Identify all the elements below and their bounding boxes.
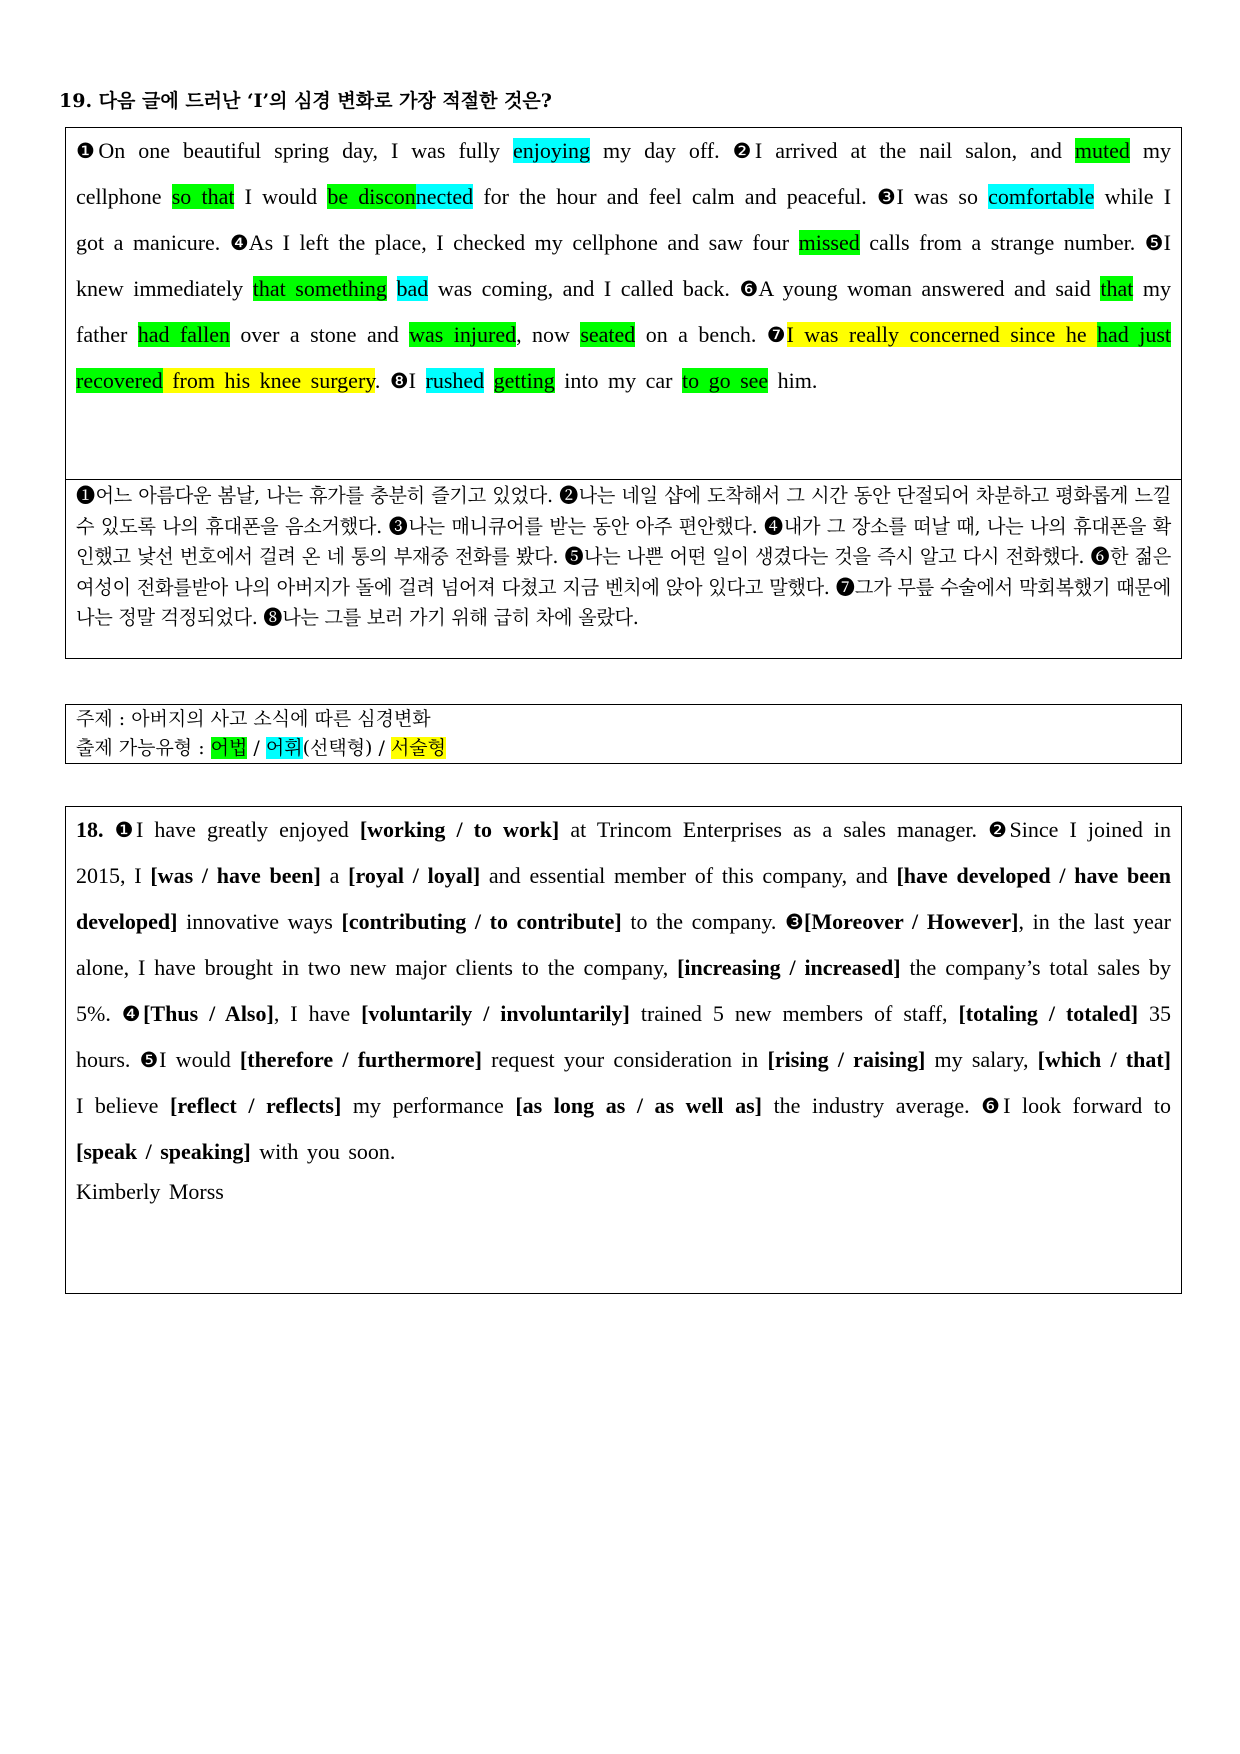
passage-text: a	[320, 863, 349, 888]
highlighted-phrase: had just recovered	[76, 322, 1172, 393]
passage-text: calls from a strange number.	[859, 230, 1145, 255]
passage-text: my salary,	[925, 1047, 1038, 1072]
passage-text: .	[374, 368, 390, 393]
passage-text: at Trincom Enterprises as a sales manager.	[559, 817, 989, 842]
signature: Kimberly Morss	[76, 1179, 224, 1204]
passage-text: him.	[768, 368, 818, 393]
question-types-line	[76, 734, 1171, 763]
passage-text: to the company.	[621, 909, 786, 934]
passage-text: I knew immediately	[76, 230, 1171, 301]
choice-bracket: [voluntarily / involuntarily]	[361, 1001, 630, 1026]
choice-bracket: [which / that]	[1037, 1047, 1171, 1072]
choice-bracket: [increasing / increased]	[677, 955, 901, 980]
question-types-prefix: 출제 가능유형 :	[76, 737, 211, 759]
passage-text: As I left the place, I checked my cellphone and saw four	[248, 230, 799, 255]
highlighted-phrase: so that	[171, 184, 235, 209]
passage-text: was coming, and I called back.	[428, 276, 740, 301]
choice-bracket: [rising / raising]	[767, 1047, 926, 1072]
question-19-passage	[65, 127, 1182, 480]
passage-text: my performance	[341, 1093, 516, 1118]
type-vocabulary: 어휘	[265, 737, 303, 759]
highlighted-phrase: comfortable	[988, 184, 1095, 209]
sentence-number: ❷	[732, 139, 755, 163]
choice-bracket: [therefore / furthermore]	[239, 1047, 482, 1072]
type-separator: /	[372, 737, 391, 759]
passage-text: 35 hours.	[76, 1001, 1172, 1072]
topic-line: 주제 : 아버지의 사고 소식에 따른 심경변화	[76, 708, 431, 730]
choice-bracket: [totaling / totaled]	[958, 1001, 1139, 1026]
sentence-number: ❻	[981, 1094, 1004, 1118]
choice-bracket: [working / to work]	[359, 817, 560, 842]
passage-text: I believe	[76, 1093, 170, 1118]
passage-text: I	[408, 368, 426, 393]
highlighted-phrase: had fallen	[137, 322, 230, 347]
highlighted-phrase: that something	[252, 276, 387, 301]
passage-text: innovative ways	[177, 909, 342, 934]
passage-text: and essential member of this company, and	[480, 863, 897, 888]
sentence-number: ❺	[1144, 231, 1164, 255]
highlighted-phrase: enjoying	[513, 138, 590, 163]
passage-text: on a bench.	[635, 322, 767, 347]
highlighted-phrase: bad	[396, 276, 429, 301]
highlighted-phrase: nected	[415, 184, 474, 209]
highlighted-phrase: be discon	[327, 184, 416, 209]
choice-bracket: [Moreover / However]	[804, 909, 1019, 934]
choice-bracket: [royal / loyal]	[348, 863, 481, 888]
passage-text	[484, 368, 494, 393]
question-18-body	[76, 817, 1171, 1164]
sentence-number: ❽	[389, 369, 409, 393]
question-19-translation: ❶어느 아름다운 봄날, 나는 휴가를 충분히 즐기고 있었다. ❷나는 네일 샵에 도착해서 그 시간 동안 단절되어 차분하고 평화롭게 느낄 수 있도록 나의 휴대폰을 음소거했다. ❸나는 매니큐어를 받는 동안 아주 편안했다. ❹내가 그 장소를 떠날 때, 나는 나의 휴대폰을 확인했고 낯선 번호에서 걸려 온 네 통의 부재중 전화를 봤다. ❺나는 나쁜 어떤 일이 생겼다는 것을 즉시 알고 다시 전화했다. ❻한 젊은 여성이 전화를받아 나의 아버지가 돌에 걸려 넘어져 다쳤고 지금 벤치에 앉아 있다고 말했다. ❼그가 무릎 수술에서 막회복했기 때문에 나는 정말 걱정되었다. ❽나는 그를 보러 가기 위해 급히 차에 올랐다.	[65, 479, 1182, 659]
passage-text: I have greatly enjoyed	[135, 817, 360, 842]
sentence-number: ❸	[876, 185, 897, 209]
highlighted-phrase: getting	[493, 368, 555, 393]
choice-bracket: [reflect / reflects]	[170, 1093, 342, 1118]
passage-text: my day off.	[590, 138, 733, 163]
type-descriptive: 서술형	[390, 737, 447, 759]
highlighted-phrase: that	[1100, 276, 1134, 301]
passage-text: into my car	[554, 368, 682, 393]
passage-text: while I got a manicure.	[76, 184, 1172, 255]
passage-text: the company’s total sales by 5%.	[76, 955, 1171, 1026]
question-19-title: 19. 다음 글에 드러난 ‘I’의 심경 변화로 가장 적절한 것은?	[59, 90, 552, 112]
passage-text: I arrived at the nail salon, and	[754, 138, 1075, 163]
highlighted-phrase: was injured	[409, 322, 517, 347]
highlighted-phrase: missed	[798, 230, 860, 255]
highlighted-phrase: seated	[580, 322, 636, 347]
choice-bracket: [speak / speaking]	[76, 1139, 251, 1164]
type-separator: /	[247, 737, 266, 759]
passage-text: , I have	[273, 1001, 362, 1026]
passage-text: request your consideration in	[481, 1047, 768, 1072]
highlighted-phrase: to go see	[681, 368, 769, 393]
passage-text: with you soon.	[250, 1139, 396, 1164]
sentence-number: ❼	[766, 323, 787, 347]
sentence-number: ❶	[114, 818, 136, 842]
question-18-label: 18.	[76, 817, 104, 842]
passage-text: I would	[234, 184, 328, 209]
sentence-number: ❺	[139, 1048, 160, 1072]
choice-bracket: [have developed / have been developed]	[76, 863, 1172, 934]
passage-text: , in the last year alone, I have brought in two new major clients to the company,	[76, 909, 1172, 980]
passage-text: A young woman answered and said	[758, 276, 1101, 301]
passage-text: my cellphone	[76, 138, 1172, 209]
passage-text: I was so	[896, 184, 989, 209]
type-vocabulary-suffix: (선택형)	[302, 737, 373, 759]
sentence-number: ❷	[988, 818, 1010, 842]
highlighted-phrase: I was really concerned since he	[786, 322, 1098, 347]
passage-text: On one beautiful spring day, I was fully	[98, 138, 513, 163]
sentence-number: ❸	[785, 910, 805, 934]
passage-text: my father	[76, 276, 1172, 347]
choice-bracket: [was / have been]	[150, 863, 321, 888]
topic-box	[65, 704, 1182, 764]
passage-text	[387, 276, 397, 301]
passage-text: I would	[159, 1047, 240, 1072]
passage-text: , now	[516, 322, 581, 347]
sentence-number: ❻	[739, 277, 759, 301]
passage-text: the industry average.	[762, 1093, 982, 1118]
choice-bracket: [as long as / as well as]	[515, 1093, 762, 1118]
passage-text: I look forward to	[1003, 1093, 1171, 1118]
highlighted-phrase: rushed	[425, 368, 485, 393]
sentence-number: ❹	[121, 1002, 144, 1026]
sentence-number: ❶	[76, 139, 99, 163]
passage-text: Since I joined in 2015, I	[76, 817, 1172, 888]
passage-text: over a stone and	[229, 322, 410, 347]
highlighted-phrase: muted	[1074, 138, 1130, 163]
type-grammar: 어법	[210, 737, 248, 759]
choice-bracket: [contributing / to contribute]	[341, 909, 622, 934]
sentence-number: ❹	[229, 231, 249, 255]
choice-bracket: [Thus / Also]	[143, 1001, 274, 1026]
passage-text: for the hour and feel calm and peaceful.	[473, 184, 877, 209]
question-18-passage	[65, 806, 1182, 1294]
passage-text: trained 5 new members of staff,	[629, 1001, 959, 1026]
highlighted-phrase: from his knee surgery	[162, 368, 375, 393]
